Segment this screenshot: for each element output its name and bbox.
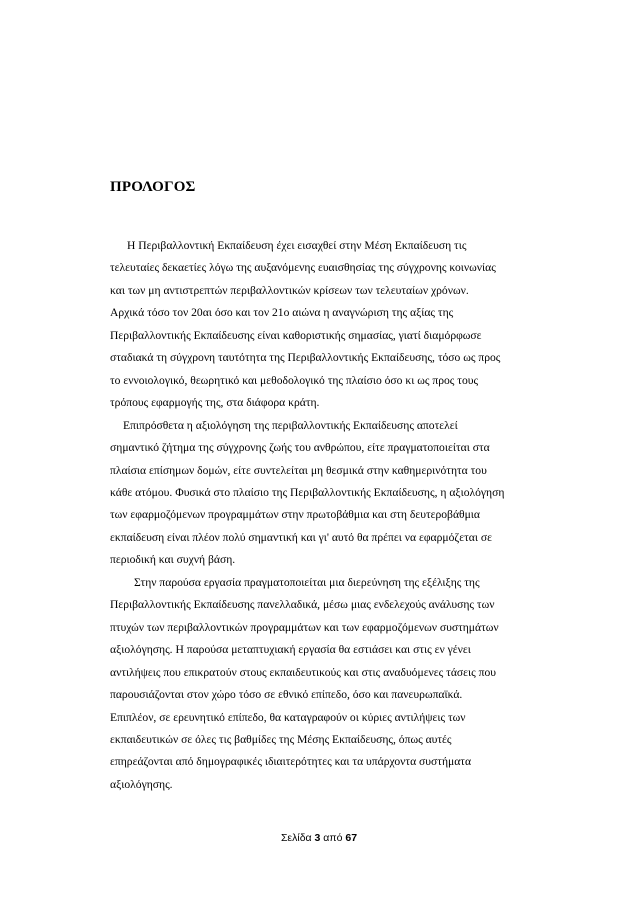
page-title: ΠΡΟΛΟΓΟΣ — [110, 179, 196, 195]
text-line: σταδιακά τη σύγχρονη ταυτότητα της Περιβαλλοντικής Εκπαίδευσης, τόσο ως προς — [110, 351, 501, 365]
text-line: Επιπρόσθετα η αξιολόγηση της περιβαλλοντικής Εκπαίδευσης αποτελεί — [123, 418, 458, 432]
body-text — [110, 235, 550, 796]
text-line: αντιλήψεις που επικρατούν στους εκπαιδευτικούς και στις αναδυόμενες τάσεις που — [110, 665, 497, 679]
text-line: εκπαιδευτικών σε όλες τις βαθμίδες της Μέσης Εκπαίδευσης, όπως αυτές — [110, 732, 452, 746]
text-line: τρόπους εφαρμογής της, στα διάφορα κράτη. — [110, 396, 320, 410]
text-line: πτυχών των περιβαλλοντικών προγραμμάτων και των εφαρμοζόμενων συστημάτων — [110, 620, 499, 634]
page-footer — [0, 831, 638, 845]
text-line: και των μη αντιστρεπτών περιβαλλοντικών κρίσεων των τελευταίων χρόνων. — [110, 283, 469, 297]
text-line: πλαίσια επίσημων δομών, είτε συντελείται μη θεσμικά στην καθημερινότητα του — [110, 463, 487, 477]
text-line: Η Περιβαλλοντική Εκπαίδευση έχει εισαχθεί στην Μέση Εκπαίδευση τις — [127, 239, 467, 252]
text-line: Περιβαλλοντικής Εκπαίδευσης πανελλαδικά, μέσω μιας ενδελεχούς ανάλυσης των — [110, 598, 495, 612]
page-of-label: από — [323, 832, 343, 844]
text-line: Στην παρούσα εργασία πραγματοποιείται μια διερεύνηση της εξέλιξης της — [134, 575, 480, 589]
text-line: τελευταίες δεκαετίες λόγω της αυξανόμενης ευαισθησίας της σύγχρονης κοινωνίας — [110, 261, 496, 275]
text-line: εκπαίδευση είναι πλέον πολύ σημαντική και γι' αυτό θα πρέπει να εφαρμόζεται σε — [110, 530, 492, 544]
paragraph-2 — [110, 415, 550, 572]
text-line: σημαντικό ζήτημα της σύγχρονης ζωής του ανθρώπου, είτε πραγματοποιείται στα — [110, 441, 490, 455]
text-line: το εννοιολογικό, θεωρητικό και μεθοδολογικό της πλαίσιο όσο κι ως προς τους — [110, 373, 479, 387]
text-line: Επιπλέον, σε ερευνητικό επίπεδο, θα καταγραφούν οι κύριες αντιλήψεις των — [110, 710, 466, 724]
total-pages-number: 67 — [345, 832, 358, 844]
paragraph-3 — [110, 572, 550, 797]
text-line: αξιολόγησης. Η παρούσα μεταπτυχιακή εργασία θα εστιάσει και στις εν γένει — [110, 643, 471, 657]
text-line: επηρεάζονται από δημογραφικές ιδιαιτερότητες και τα υπάρχοντα συστήματα — [110, 755, 472, 769]
text-line: κάθε ατόμου. Φυσικά στο πλαίσιο της Περιβαλλοντικής Εκπαίδευσης, η αξιολόγηση — [110, 485, 505, 499]
paragraph-1 — [110, 235, 550, 415]
text-line: Περιβαλλοντικής Εκπαίδευσης είναι καθοριστικής σημασίας, γιατί διαμόρφωσε — [110, 328, 482, 342]
page-label: Σελίδα — [280, 832, 312, 844]
text-line: Αρχικά τόσο τον 20αι όσο και τον 21ο αιώνα η αναγνώριση της αξίας της — [110, 306, 454, 320]
text-line: παρουσιάζονται στον χώρο τόσο σε εθνικό επίπεδο, όσο και πανευρωπαϊκά. — [110, 688, 463, 702]
text-line: αξιολόγησης. — [110, 777, 173, 791]
current-page-number: 3 — [314, 832, 321, 844]
text-line: περιοδική και συχνή βάση. — [110, 553, 236, 567]
text-line: των εφαρμοζόμενων προγραμμάτων στην πρωτοβάθμια και στη δευτεροβάθμια — [110, 508, 480, 522]
